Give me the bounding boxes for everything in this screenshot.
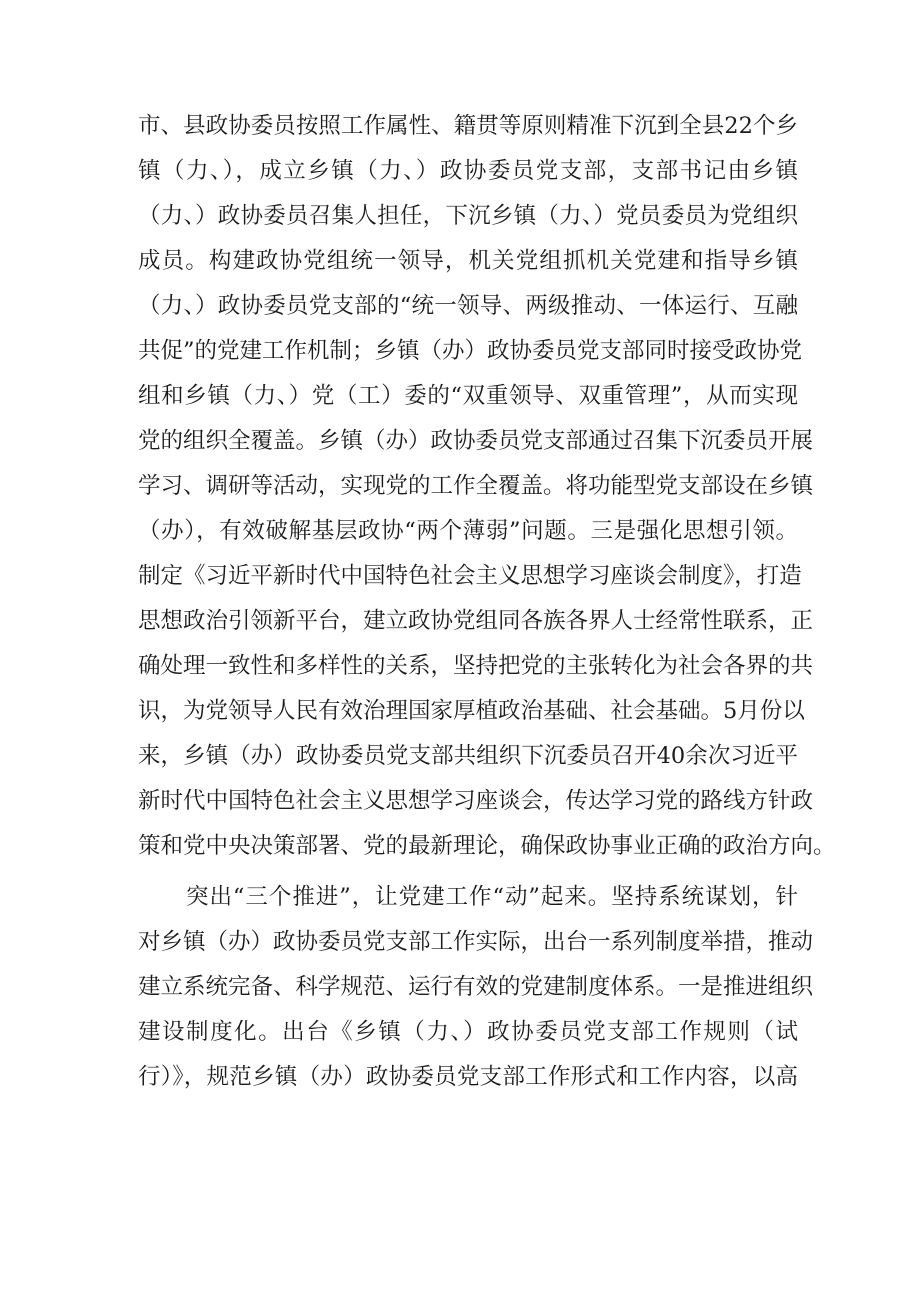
text-line: 确处理一致性和多样性的关系，坚持把党的主张转化为社会各界的共	[138, 653, 814, 679]
text-line: 来，乡镇（办）政协委员党支部共组织下沉委员召开40余次习近平	[138, 743, 798, 769]
text-line: （力、）政协委员召集人担任，下沉乡镇（力、）党员委员为党组织	[138, 203, 798, 229]
text-line: 制定《习近平新时代中国特色社会主义思想学习座谈会制度》，打造	[138, 563, 802, 589]
text-line: 突出“三个推进”，让党建工作“动”起来。坚持系统谋划，针	[186, 884, 798, 910]
text-line: 新时代中国特色社会主义思想学习座谈会，传达学习党的路线方针政	[138, 788, 814, 814]
text-line: 识，为党领导人民有效治理国家厚植政治基础、社会基础。5月份以	[138, 698, 805, 724]
text-line: 思想政治引领新平台，建立政协党组同各族各界人士经常性联系，正	[138, 608, 814, 634]
text-line: 市、县政协委员按照工作属性、籍贯等原则精准下沉到全县22个乡	[138, 113, 798, 139]
text-line: 成员。构建政协党组统一领导，机关党组抓机关党建和指导乡镇	[138, 248, 798, 274]
paragraph-1	[138, 104, 836, 869]
text-line: 共促”的党建工作机制；乡镇（办）政协委员党支部同时接受政协党	[138, 338, 803, 364]
text-line: 党的组织全覆盖。乡镇（办）政协委员党支部通过召集下沉委员开展	[138, 428, 814, 454]
text-line: 学习、调研等活动，实现党的工作全覆盖。将功能型党支部设在乡镇	[138, 473, 814, 499]
text-line: （办），有效破解基层政协“两个薄弱”问题。三是强化思想引领。	[138, 518, 798, 544]
paragraph-2	[138, 875, 814, 1100]
text-line: 镇（力、），成立乡镇（力、）政协委员党支部，支部书记由乡镇	[138, 158, 798, 184]
text-line: 建设制度化。出台《乡镇（力、）政协委员党支部工作规则（试	[138, 1019, 798, 1045]
text-line: （力、）政协委员党支部的“统一领导、两级推动、一体运行、互融	[138, 293, 798, 319]
body-text	[138, 104, 836, 1100]
text-line: 对乡镇（办）政协委员党支部工作实际，出台一系列制度举措，推动	[138, 929, 814, 955]
text-line: 建立系统完备、科学规范、运行有效的党建制度体系。一是推进组织	[138, 974, 814, 1000]
text-line: 行）》，规范乡镇（办）政协委员党支部工作形式和工作内容，以高	[138, 1064, 798, 1090]
text-line: 组和乡镇（力、）党（工）委的“双重领导、双重管理”，从而实现	[138, 383, 798, 409]
text-line: 策和党中央决策部署、党的最新理论，确保政协事业正确的政治方向。	[138, 833, 836, 859]
